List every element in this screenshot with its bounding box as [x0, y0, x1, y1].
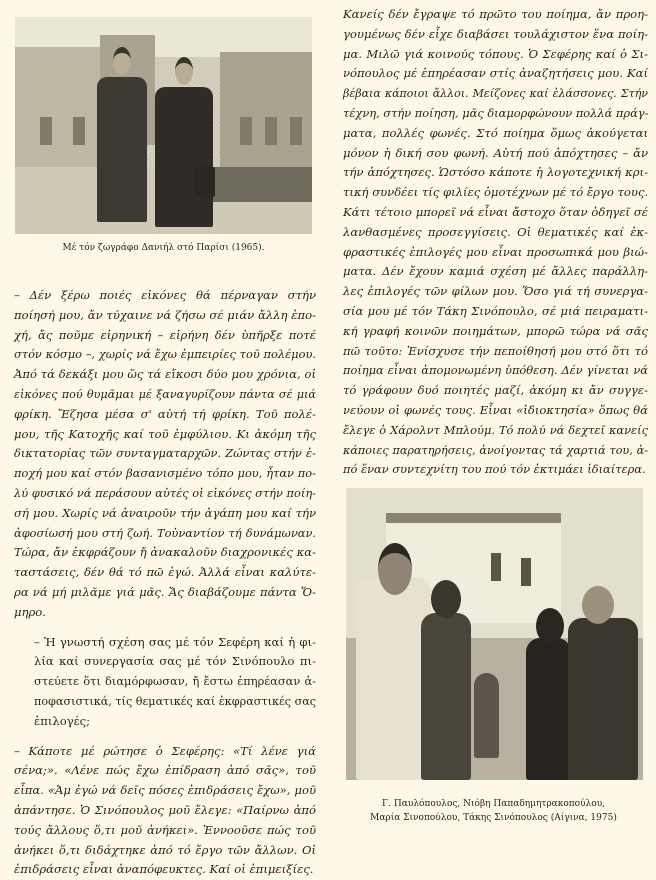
text-line: – Ἡ γνωστή σχέση σας μέ τόν Σεφέρη καί ἡ φι-	[34, 634, 316, 649]
text-line: πῶ τοῦτο: Ἐνίσχυσε τήν πεποίθησή μου στό ὅτι τό	[343, 343, 648, 358]
text-line: σένα;». «Λένε πώς ἔχω ἐπίδραση ἀπό σᾶς», τοῦ	[14, 763, 316, 778]
photo-window	[73, 117, 85, 145]
text-line: γουμένως δέν εἶχε διαβάσει τουλάχιστον ἕνα ποίη-	[343, 26, 648, 41]
text-line: νόπουλος μέ ἐπηρέασαν στίς ἀναζητήσεις μου. Καί	[343, 66, 648, 81]
photo-window	[265, 117, 277, 145]
photo-passerby	[474, 673, 499, 758]
text-line: εἶπα. «Ἀμ ἐγώ νά δεῖς πόσες ἐπιδράσεις ἔχω», μοῦ	[14, 783, 316, 798]
text-line: λύ φυσικό νά περάσουν αὐτές οἱ εἰκόνες στήν ποίη-	[14, 485, 317, 500]
text-line: σία μου μέ τόν Τάκη Σινόπουλο, σέ μιά πειραματι-	[343, 303, 648, 318]
text-line: ταστάσεις, δέν θά τό πῶ ἐγώ. Ἀλλά εἶναι καλύτε-	[14, 565, 316, 580]
left-column	[14, 286, 316, 880]
text-line: κή γραφή κοινῶν ποιημάτων, μπορῶ τώρα νά σᾶς	[343, 323, 648, 338]
photo-figure	[155, 87, 213, 227]
text-line: φρίκη. Ἔζησα μέσα σ' αὐτή τή φρίκη. Τοῦ πολέ-	[14, 406, 316, 421]
text-line: τέχνη, στήν ποίηση, μᾶς διαμορφώνουν πολλά πράγ-	[343, 105, 649, 120]
text-line: μόνον ἡ δική σου φωνή. Αὐτή πού ἀπόχτησες – ἄν	[343, 145, 648, 160]
text-line: βέβαια κάποιοι ἄλλοι. Μείζονες καί ἐλάσσονες. Στήν	[343, 87, 648, 101]
photo-window	[521, 558, 531, 586]
text-line: ἀνήκει ὅ,τι διδάχτηκε ἀπό τό ἔργο τῶν ἄλλων. Οἱ	[14, 842, 316, 857]
text-line: λανθασμένες προσεγγίσεις. Οἱ θεματικές καί ἐκ-	[343, 224, 648, 239]
photo-caption-line: Μαρία Σινοπούλου, Τάκης Σινόπουλος (Αίγινα, 1975)	[370, 813, 617, 823]
photo-person	[356, 578, 431, 780]
photo-window	[491, 553, 501, 581]
text-line: ρα νά μή μιλᾶμε γιά μᾶς. Ἄς διαβάζουμε πάντα Ὅ-	[14, 584, 316, 599]
text-line: ἐπιδράσεις εἶναι ἀναπόφευκτες. Καί οἱ ἐπιμειξίες.	[14, 862, 314, 877]
text-line: ἀφοσίωσή μου στή ζωή. Τοὐναντίον τή δυνάμωναν.	[14, 525, 316, 540]
text-line: νεύουν οἱ φωνές τους. Εἶναι «ἰδιοκτησία» ὅπως θά	[343, 402, 648, 417]
text-line: Κάτι τέτοιο μπορεῖ νά εἶναι ἄστοχο ὅταν ὁδηγεῖ σέ	[343, 204, 648, 219]
photo-briefcase	[195, 167, 215, 197]
text-line: ματα. Δέν ἔχουν καμιά σχέση μέ ἄλλες παράλλη-	[343, 264, 648, 279]
text-line: ἀπάντησε. Ὁ Σινόπουλος μοῦ ἔλεγε: «Παίρνω ἀπό	[14, 802, 316, 817]
text-line: μου, τῆς Κατοχῆς καί τοῦ ἐμφύλιου. Κι ἀκόμη τῆς	[14, 426, 316, 441]
text-line: τούς ἄλλους ὅ,τι μοῦ ἀνήκει». Ἐννοοῦσε πώς τοῦ	[14, 822, 316, 837]
answer-paragraph-continued	[343, 5, 648, 480]
photo-aegina	[346, 488, 643, 780]
text-line: ποχή μου καί στόν βασανισμένο τόπο μου, ἦταν πο-	[14, 466, 316, 481]
text-line: σή μου. Χωρίς νά ἀναιροῦν τήν ἀγάπη μου καί τήν	[14, 505, 316, 520]
question-paragraph	[14, 633, 316, 732]
photo-caption-line: Γ. Παυλόπουλος, Νιόβη Παπαδημητρακοπούλου,	[381, 799, 606, 809]
photo-person	[568, 618, 638, 780]
text-line: – Κάποτε μέ ρώτησε ὁ Σεφέρης: «Τί λένε γιά	[14, 743, 316, 758]
photo-window	[290, 117, 302, 145]
answer-paragraph-1	[14, 286, 316, 623]
photo-person	[526, 638, 571, 780]
text-line: κάποιες παρατηρήσεις, ἀνοίγοντας τά χαρτιά του, ἀ-	[343, 443, 648, 457]
text-line: ἔλεγε ὁ Χάρολντ Μπλούμ. Τό πολύ νά δεχτεῖ κανείς	[343, 422, 648, 437]
text-line: στεύετε ὅτι διαμόρφωσαν, ἤ ἔστω ἐπηρέασαν ἀ-	[34, 674, 316, 689]
text-line: ποφασιστικά, τίς θεματικές καί ἐκφραστικές σας	[34, 694, 317, 708]
text-line: Κανείς δέν ἔγραψε τό πρῶτο του ποίημα, ἄν προη-	[343, 7, 648, 21]
photo-person	[421, 613, 471, 780]
photo-window	[40, 117, 52, 145]
text-line: ματα, πολλές φωνές. Στό ποίημα ὅμως ἀκούγεται	[343, 125, 648, 140]
photo-building-left	[15, 47, 110, 167]
photo-figure-head	[175, 57, 193, 85]
right-column	[343, 5, 648, 480]
text-line: χή, ἄς ποῦμε εἰρηνική – εἰρήνη δέν ὑπῆρξε ποτέ	[14, 327, 316, 342]
text-line: Τώρα, ἄν ἐκφράζουν ἤ ἀνακαλοῦν διαχρονικές κα-	[14, 545, 316, 560]
photo-person-head	[536, 608, 564, 644]
text-line: – Δέν ξέρω ποιές εἰκόνες θά πέρναγαν στήν	[14, 288, 316, 302]
photo-building-right	[220, 52, 312, 172]
text-line: ἐπιλογές;	[34, 713, 91, 728]
text-line: λία καί συνεργασία σας μέ τόν Σινόπουλο πι-	[34, 654, 316, 669]
photo-window	[240, 117, 252, 145]
photo-paris	[15, 17, 312, 234]
text-line: τήν ἀπόχτησες. Ὡστόσο κάποτε ἡ λογοτεχνική κρι-	[343, 165, 648, 180]
text-line: ποίημα εἶναι ἀπομονωμένη ὑπόθεση. Δέν γίνεται νά	[343, 363, 648, 378]
photo-caption: Μέ τόν ζωγράφο Δανιήλ στό Παρίσι (1965).	[62, 243, 265, 253]
text-line: εἰκόνες πού θυμᾶμαι μέ ξαναγυρίζουν πάντα σέ μιά	[14, 387, 316, 401]
photo-caption	[336, 797, 651, 825]
photo-person-head	[431, 580, 461, 618]
text-line: πό ἕναν συντεχνίτη του πού τόν ἐκτιμάει ἰδιαίτερα.	[343, 462, 646, 477]
photo-figure	[97, 77, 147, 222]
text-line: δικτατορίας τῶν συνταγματαρχῶν. Ζώντας στήν ἐ-	[14, 446, 316, 461]
text-line: στόν κόσμο –, χωρίς νά ἔχω ἐμπειρίες τοῦ πολέμου.	[14, 347, 316, 362]
photo-figure-head	[113, 47, 131, 75]
text-line: ποίησή μου, ἄν τύχαινε νά ζήσω σέ μιάν ἄλλη ἐπο-	[14, 307, 316, 322]
text-line: τική συνδέει τίς φιλίες ὁμοτέχνων μέ τό ἔργο τους.	[343, 185, 649, 200]
photo-person-head	[378, 543, 412, 595]
text-line: Ἀπό τά δεκάξι μου ὥς τά εἴκοσι δύο μου χρόνια, οἱ	[14, 367, 316, 382]
text-line: λες ἐπιλογές τῶν φίλων μου. Ὅσο γιά τή συνεργα-	[343, 284, 648, 299]
text-line: φραστικές ἐπιλογές μου εἶναι προσωπικά μου βιώ-	[343, 244, 648, 259]
answer-paragraph-2	[14, 742, 316, 880]
text-line: τό γράφουν δυό ποιητές μαζί, ἀκόμη κι ἄν συγγε-	[343, 383, 648, 398]
text-line: μηρο.	[14, 604, 46, 619]
photo-person-head	[582, 586, 614, 624]
text-line: μα. Μιλῶ γιά κοινούς τόπους. Ὁ Σεφέρης καί ὁ Σι-	[343, 46, 648, 61]
